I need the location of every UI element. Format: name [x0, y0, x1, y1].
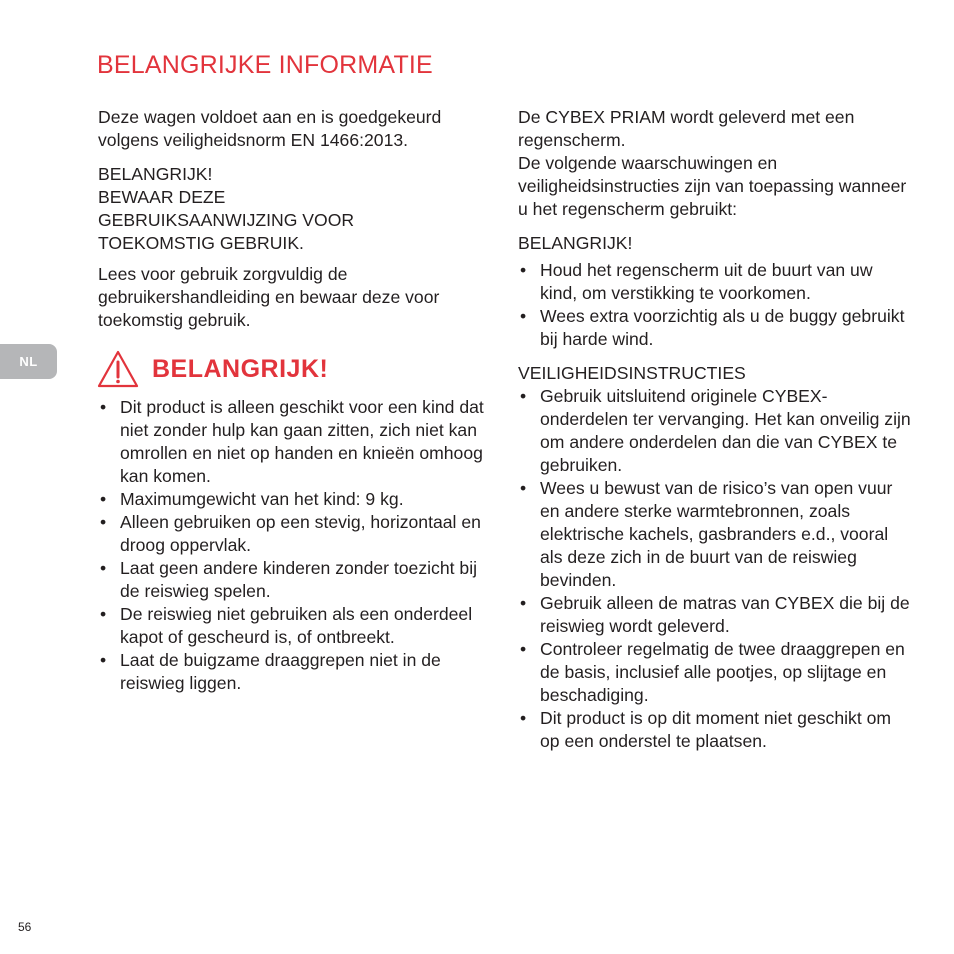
warning-list — [98, 396, 488, 695]
warning-heading — [98, 347, 488, 391]
raincover-instructions-intro: De volgende waarschuwingen en veiligheidsinstructies zijn van toepassing wanneer u het regenscherm gebruikt: — [518, 153, 907, 219]
list-item: • Laat geen andere kinderen zonder toezicht bij de reiswieg spelen. — [98, 557, 488, 603]
list-item: • Wees extra voorzichtig als u de buggy gebruikt bij harde wind. — [518, 305, 913, 351]
important-line: TOEKOMSTIG GEBRUIK. — [98, 233, 304, 253]
language-tab-label: NL — [19, 354, 38, 369]
list-item: • De reiswieg niet gebruiken als een onderdeel kapot of gescheurd is, of ontbreekt. — [98, 603, 488, 649]
important-heading: BELANGRIJK! — [518, 233, 633, 253]
list-item: • Controleer regelmatig de twee draaggrepen en de basis, inclusief alle pootjes, op slijtage en beschadiging. — [518, 638, 913, 707]
important-line: BEWAAR DEZE — [98, 187, 226, 207]
language-tab — [0, 344, 57, 379]
intro-paragraph: Deze wagen voldoet aan en is goedgekeurd volgens veiligheidsnorm EN 1466:2013. — [98, 107, 442, 150]
right-column — [518, 106, 913, 753]
left-column — [98, 106, 488, 695]
list-item: • Wees u bewust van de risico’s van open vuur en andere sterke warmtebronnen, zoals elektrische kachels, gasbranders e.d., vooral als deze zich in de buurt van de reiswieg bevinden. — [518, 477, 913, 592]
list-item: • Dit product is op dit moment niet geschikt om op een onderstel te plaatsen. — [518, 707, 913, 753]
page-number: 56 — [18, 920, 32, 934]
important-notice — [98, 163, 488, 255]
important-list — [518, 259, 913, 351]
read-note: Lees voor gebruik zorgvuldig de gebruikershandleiding en bewaar deze voor toekomstig gebruik. — [98, 264, 440, 330]
list-item: • Alleen gebruiken op een stevig, horizontaal en droog oppervlak. — [98, 511, 488, 557]
important-line: GEBRUIKSAANWIJZING VOOR — [98, 210, 355, 230]
list-item: • Gebruik uitsluitend originele CYBEX-onderdelen ter vervanging. Het kan onveilig zijn om andere onderdelen dan die van CYBEX te gebruiken. — [518, 385, 913, 477]
list-item: • Maximumgewicht van het kind: 9 kg. — [98, 488, 488, 511]
important-line: BELANGRIJK! — [98, 164, 213, 184]
warning-title: BELANGRIJK! — [152, 354, 329, 383]
safety-heading: VEILIGHEIDSINSTRUCTIES — [518, 363, 746, 383]
list-item: • Dit product is alleen geschikt voor een kind dat niet zonder hulp kan gaan zitten, zich niet kan omrollen en niet op handen en knieën omhoog kan komen. — [98, 396, 488, 488]
list-item: • Gebruik alleen de matras van CYBEX die bij de reiswieg wordt geleverd. — [518, 592, 913, 638]
list-item: • Laat de buigzame draaggrepen niet in de reiswieg liggen. — [98, 649, 488, 695]
safety-list — [518, 385, 913, 753]
warning-triangle-icon — [96, 349, 140, 389]
page-title: BELANGRIJKE INFORMATIE — [97, 51, 433, 79]
raincover-intro: De CYBEX PRIAM wordt geleverd met een regenscherm. — [518, 107, 855, 150]
list-item: • Houd het regenscherm uit de buurt van uw kind, om verstikking te voorkomen. — [518, 259, 913, 305]
